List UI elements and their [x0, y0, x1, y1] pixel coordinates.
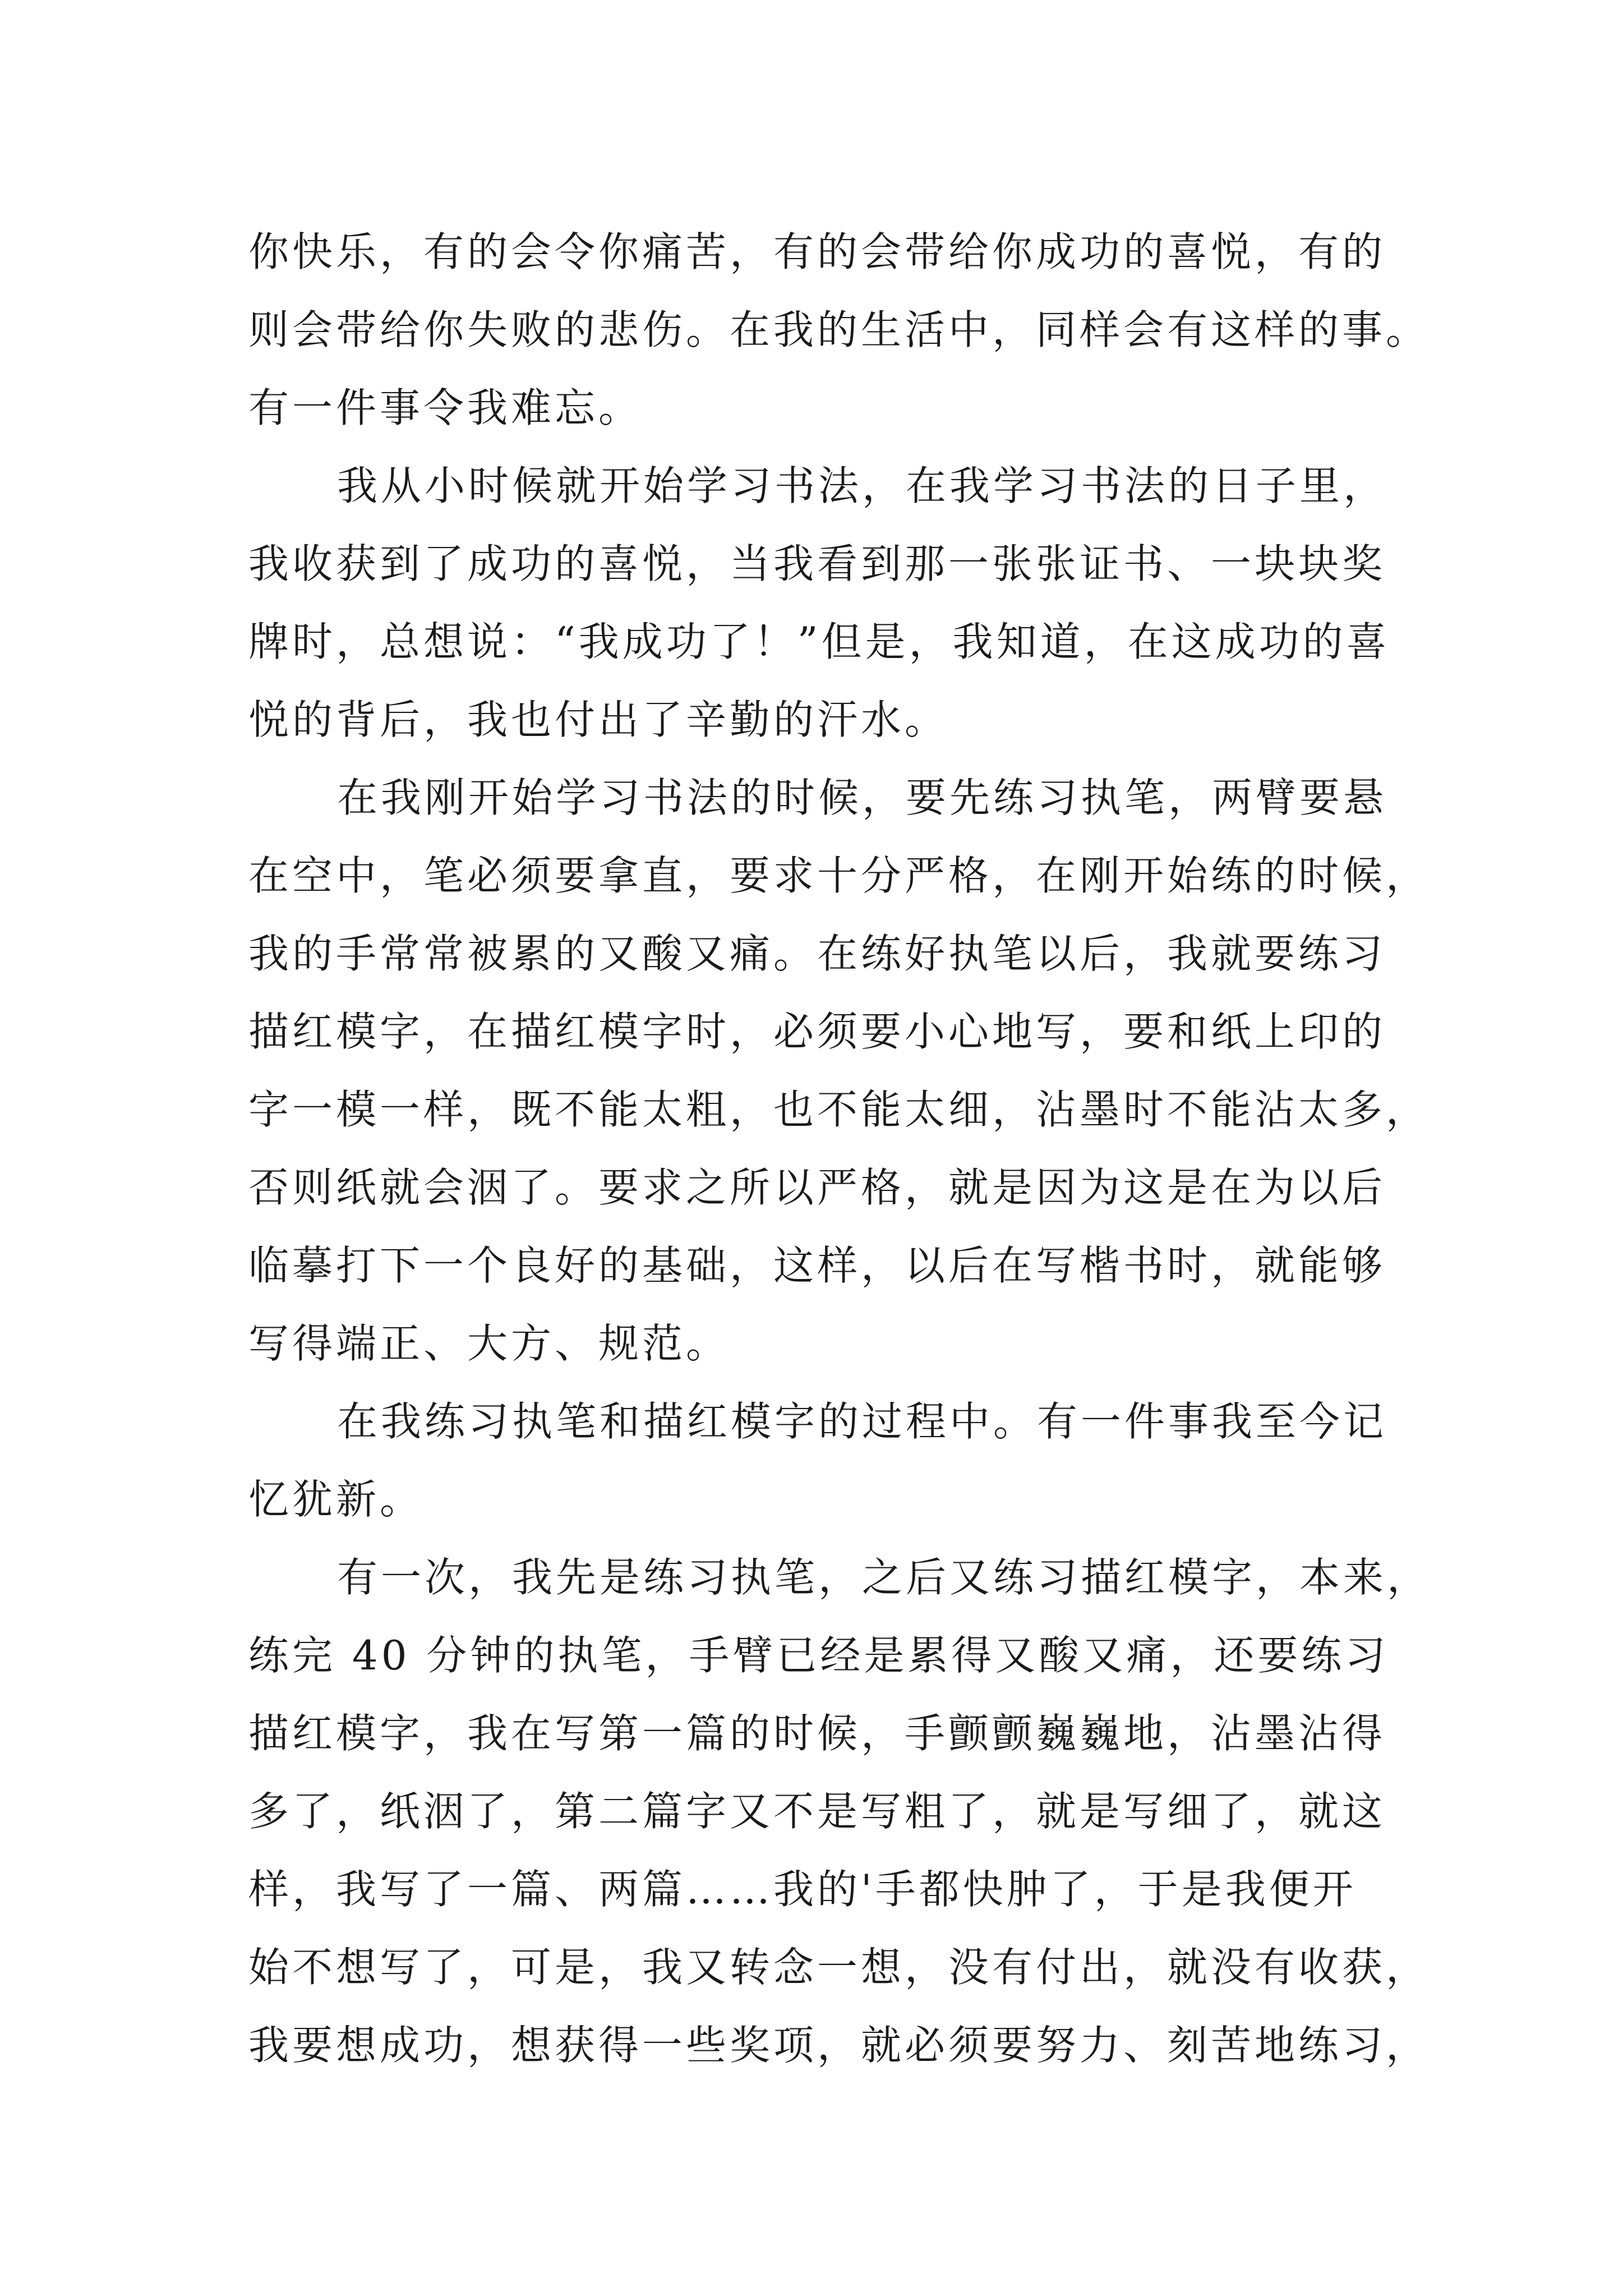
text-line: 你快乐，有的会令你痛苦，有的会带给你成功的喜悦，有的: [248, 228, 1386, 275]
text-line: 则会带给你失败的悲伤。在我的生活中，同样会有这样的事。: [248, 306, 1430, 353]
text-line: 我要想成功，想获得一些奖项，就必须要努力、刻苦地练习，: [248, 2022, 1430, 2069]
paragraph-first-line: 在我练习执笔和描红模字的过程中。有一件事我至今记: [337, 1398, 1387, 1445]
text-line: 我收获到了成功的喜悦，当我看到那一张张证书、一块块奖: [248, 540, 1386, 587]
text-line: 悦的背后，我也付出了辛勤的汗水。: [248, 696, 949, 743]
text-line: 始不想写了，可是，我又转念一想，没有付出，就没有收获，: [248, 1944, 1430, 1991]
paragraph-first-line: 有一次，我先是练习执笔，之后又练习描红模字，本来，: [337, 1554, 1431, 1601]
paragraph-first-line: 在我刚开始学习书法的时候，要先练习执笔，两臂要悬: [337, 774, 1387, 821]
text-line: 样，我写了一篇、两篇……我的'手都快肿了，于是我便开: [248, 1866, 1357, 1913]
text-line: 否则纸就会洇了。要求之所以严格，就是因为这是在为以后: [248, 1164, 1386, 1211]
text-line: 描红模字，在描红模字时，必须要小心地写，要和纸上印的: [248, 1008, 1386, 1055]
text-line: 练完 40 分钟的执笔，手臂已经是累得又酸又痛，还要练习: [248, 1632, 1389, 1679]
text-line: 忆犹新。: [248, 1476, 424, 1523]
paragraph-first-line: 我从小时候就开始学习书法，在我学习书法的日子里，: [337, 462, 1387, 509]
text-line: 描红模字，我在写第一篇的时候，手颤颤巍巍地，沾墨沾得: [248, 1710, 1386, 1757]
text-line: 牌时，总想说：“我成功了！”但是，我知道，在这成功的喜: [248, 618, 1390, 665]
text-line: 有一件事令我难忘。: [248, 384, 643, 431]
text-line: 临摹打下一个良好的基础，这样，以后在写楷书时，就能够: [248, 1242, 1386, 1289]
text-line: 在空中，笔必须要拿直，要求十分严格，在刚开始练的时候，: [248, 852, 1430, 899]
body-text: [248, 213, 1431, 2085]
text-line: 写得端正、大方、规范。: [248, 1320, 730, 1367]
text-line: 字一模一样，既不能太粗，也不能太细，沾墨时不能沾太多，: [248, 1086, 1430, 1133]
text-line: 多了，纸洇了，第二篇字又不是写粗了，就是写细了，就这: [248, 1788, 1386, 1835]
text-line: 我的手常常被累的又酸又痛。在练好执笔以后，我就要练习: [248, 930, 1386, 977]
